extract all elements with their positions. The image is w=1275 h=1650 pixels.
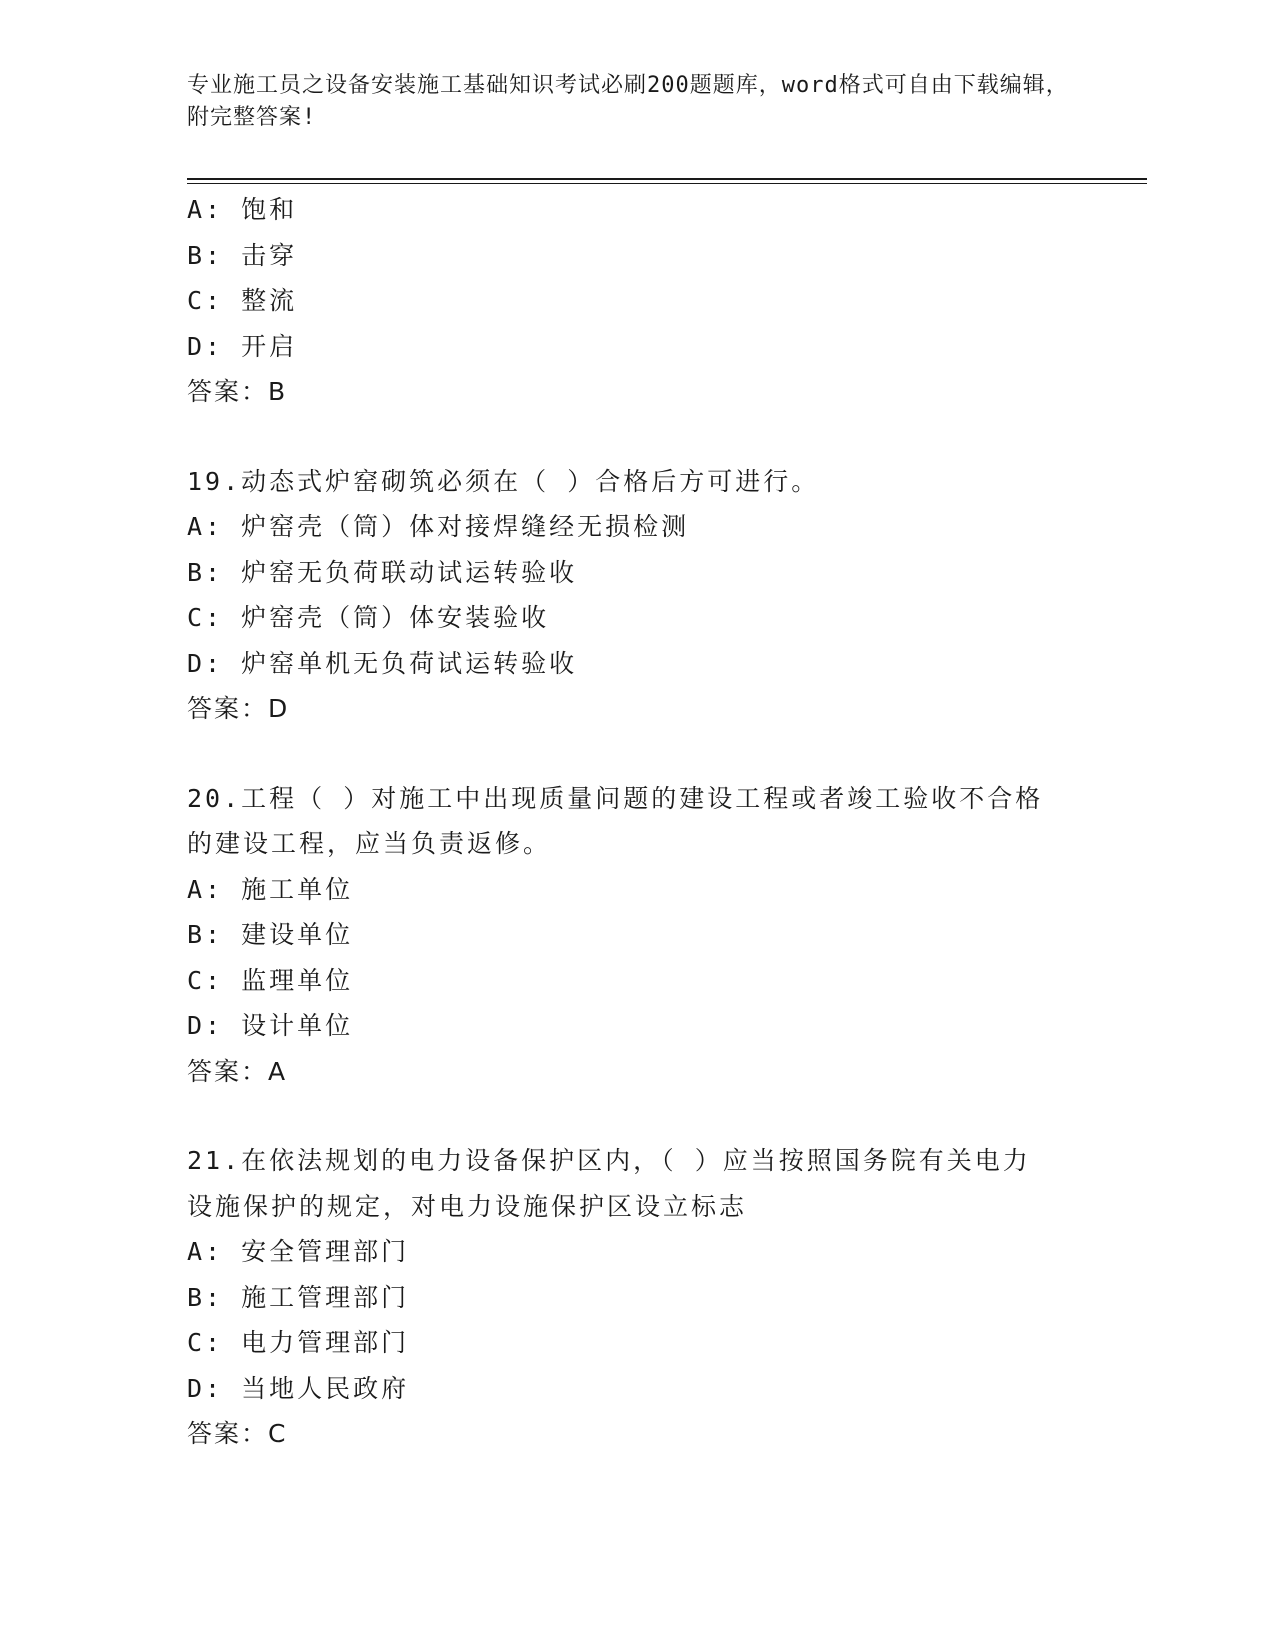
option-a: A: 施工单位 <box>187 874 354 904</box>
header-divider-thin <box>187 183 1147 184</box>
option-c: C: 炉窑壳（筒）体安装验收 <box>187 603 550 632</box>
header-divider <box>187 178 1147 180</box>
question-stem: 21.在依法规划的电力设备保护区内，（ ）应当按照国务院有关电力设施保护的规定，对电力设施保护区设立标志 <box>187 1146 1031 1221</box>
option-c: C: 电力管理部门 <box>187 1328 410 1357</box>
option-a: A: 饱和 <box>187 195 298 224</box>
question-block <box>187 459 1147 732</box>
option-b: B: 建设单位 <box>187 920 354 949</box>
option-c: C: 整流 <box>187 286 298 315</box>
answer-line: 答案：B <box>187 377 288 406</box>
question-block <box>187 1138 1147 1457</box>
question-block <box>187 776 1147 1095</box>
option-b: B: 击穿 <box>187 240 298 270</box>
option-c: C: 监理单位 <box>187 965 354 995</box>
option-a: A: 安全管理部门 <box>187 1237 410 1266</box>
option-b: B: 炉窑无负荷联动试运转验收 <box>187 557 578 587</box>
option-d: D: 当地人民政府 <box>187 1373 410 1403</box>
option-b: B: 施工管理部门 <box>187 1282 410 1312</box>
document-header: 专业施工员之设备安装施工基础知识考试必刷200题题库，word格式可自由下载编辑，附完整答案! <box>187 73 1069 130</box>
answer-line: 答案：A <box>187 1056 288 1086</box>
option-a: A: 炉窑壳（筒）体对接焊缝经无损检测 <box>187 512 690 541</box>
question-stem: 20.工程（ ）对施工中出现质量问题的建设工程或者竣工验收不合格的建设工程，应当负责返修。 <box>187 783 1044 858</box>
answer-line: 答案：D <box>187 694 290 723</box>
question-stem: 19.动态式炉窑砌筑必须在（ ）合格后方可进行。 <box>187 466 820 496</box>
option-d: D: 设计单位 <box>187 1011 354 1040</box>
question-list <box>187 187 1147 1457</box>
question-block <box>187 187 1147 415</box>
option-d: D: 开启 <box>187 331 298 361</box>
answer-line: 答案：C <box>187 1419 288 1448</box>
option-d: D: 炉窑单机无负荷试运转验收 <box>187 648 578 678</box>
